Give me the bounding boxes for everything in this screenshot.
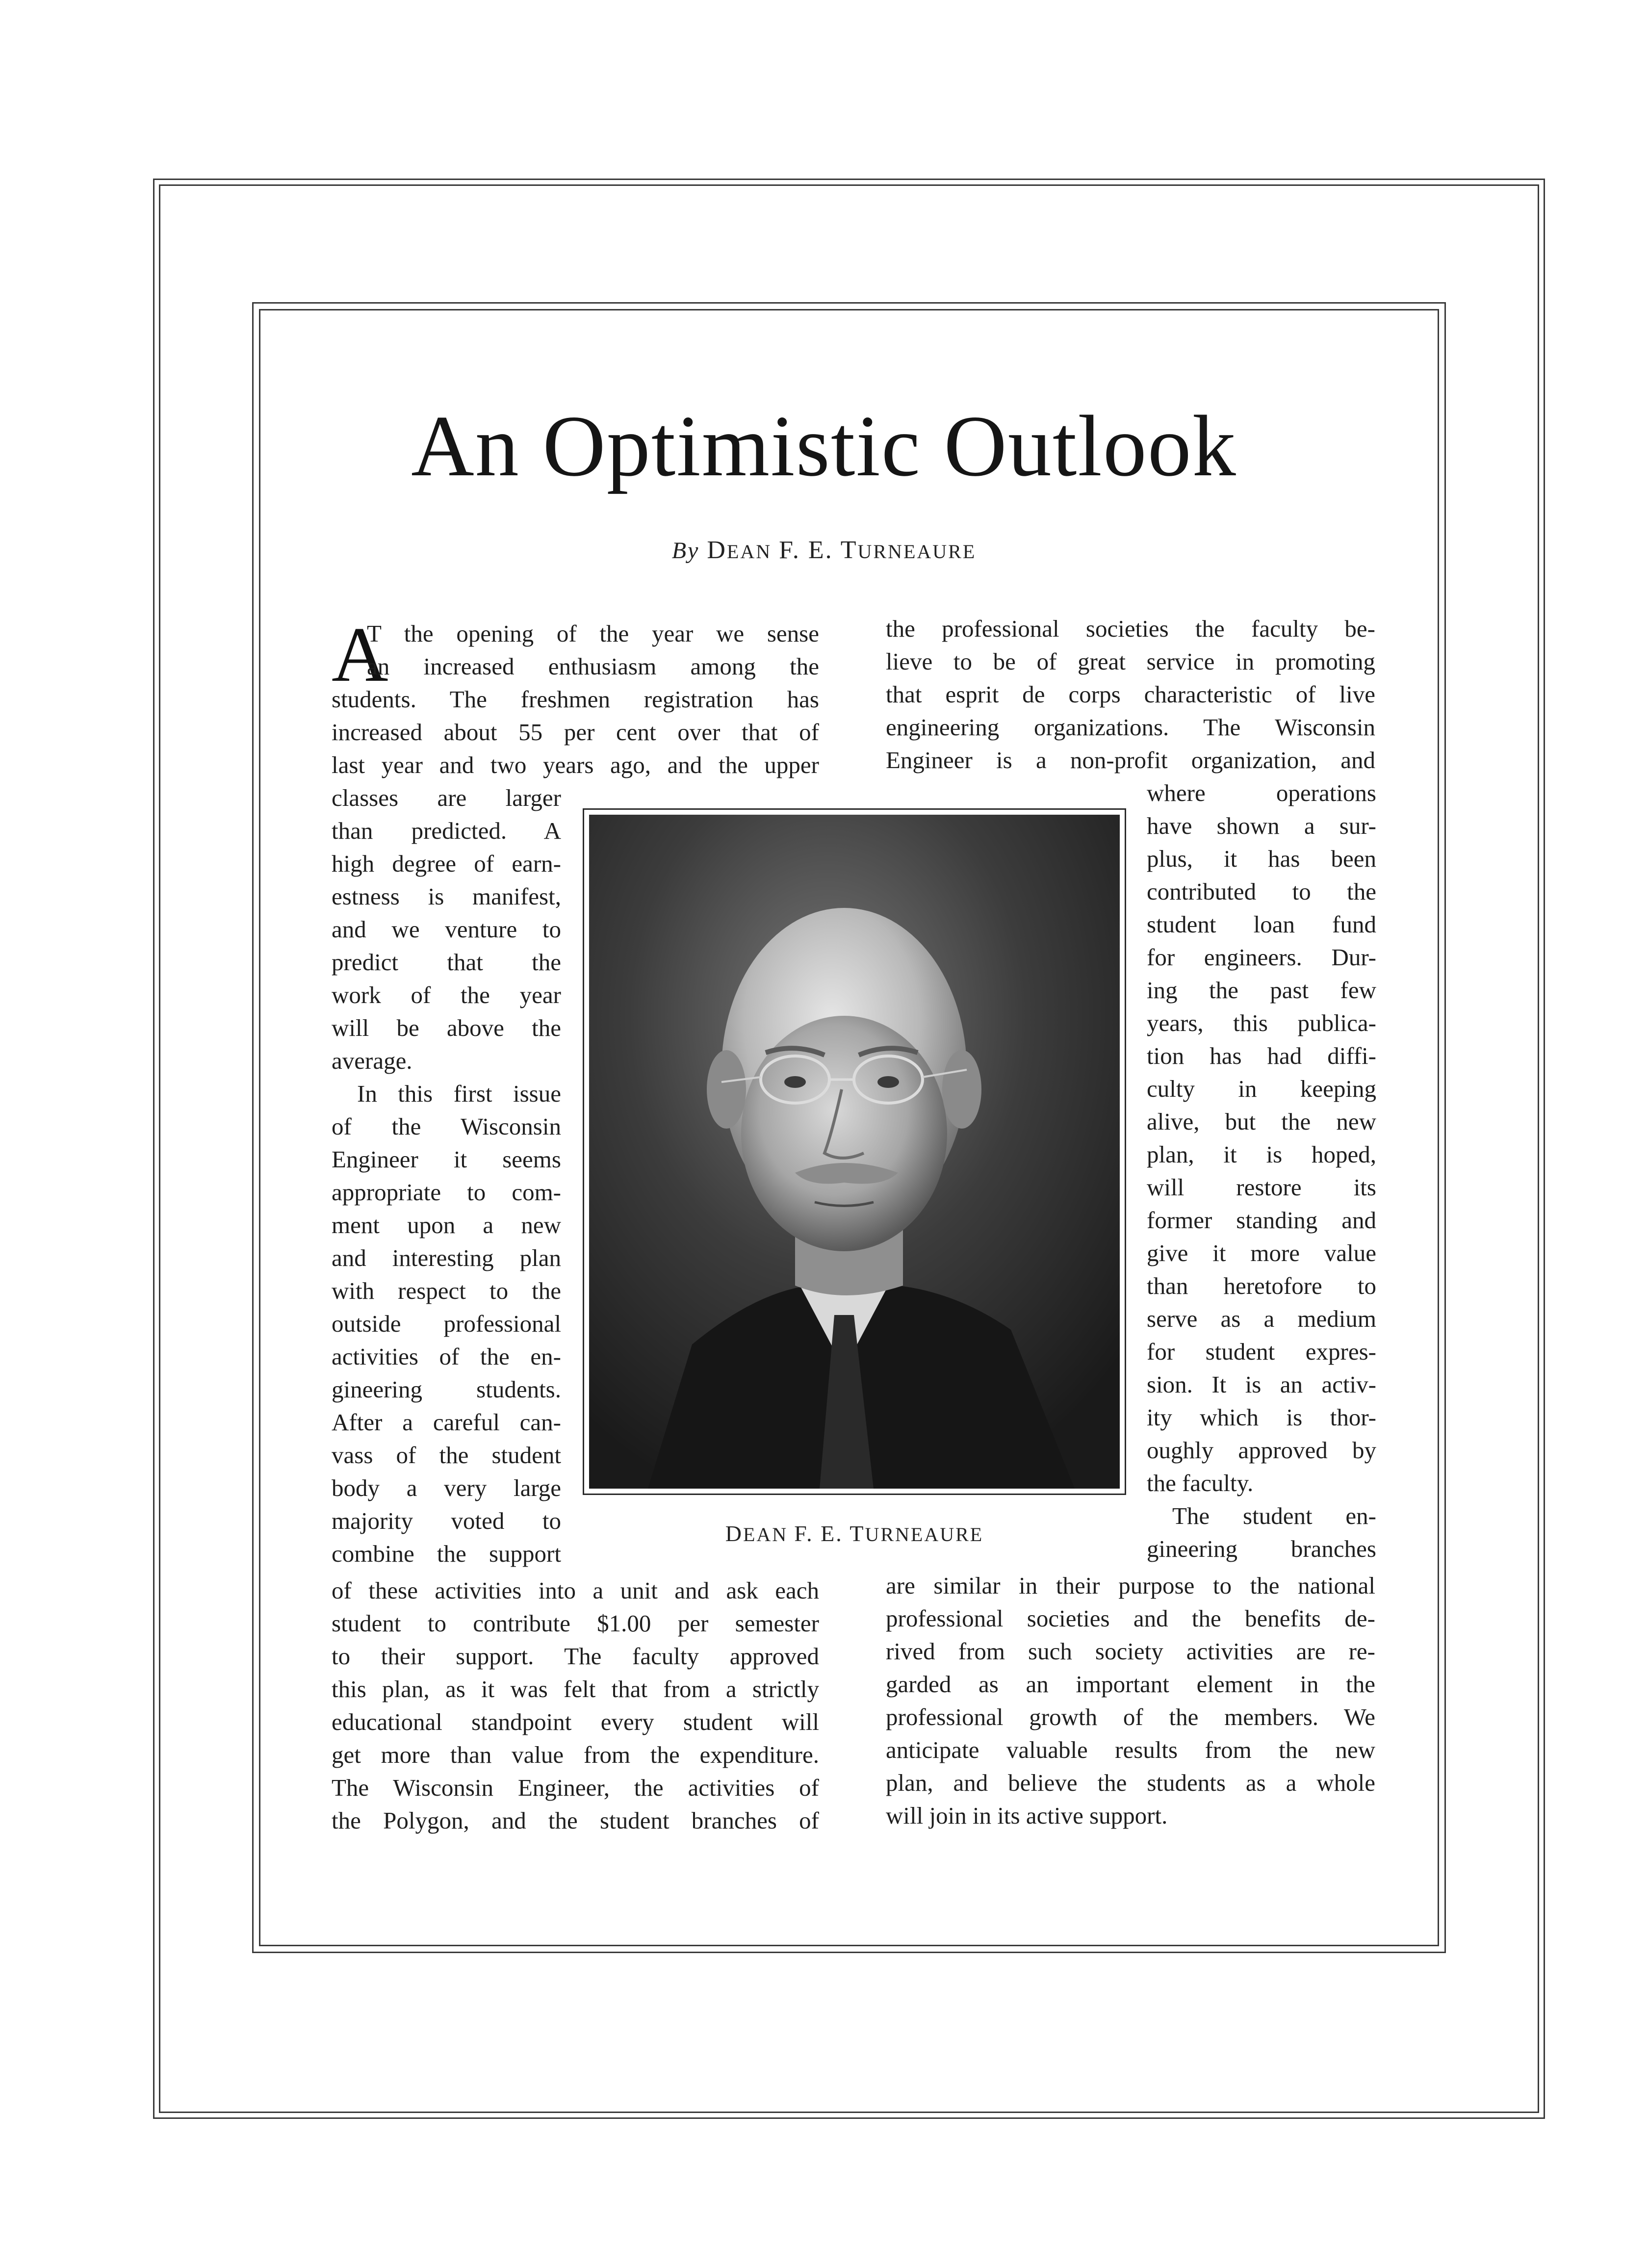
text-line: give it more value: [1147, 1239, 1376, 1266]
article-byline: [0, 536, 1648, 565]
text-line: majority voted to: [332, 1507, 561, 1534]
article-title: An Optimistic Outlook: [411, 397, 1237, 494]
text-line: the faculty.: [1147, 1469, 1254, 1496]
text-line: are similar in their purpose to the national: [886, 1572, 1375, 1599]
text-line: an increased enthusiasm among the: [367, 653, 819, 680]
portrait-illustration: [589, 815, 1120, 1489]
text-line: average.: [332, 1047, 412, 1074]
text-line: this plan, as it was felt that from a strictly: [332, 1675, 819, 1702]
text-line: to their support. The faculty approved: [332, 1643, 819, 1670]
text-line: student loan fund: [1147, 911, 1376, 938]
text-line: and interesting plan: [332, 1244, 561, 1271]
text-line: gineering students.: [332, 1376, 561, 1403]
text-line: the professional societies the faculty be-: [886, 615, 1375, 642]
text-line: work of the year: [332, 981, 561, 1008]
text-line: increased about 55 per cent over that of: [332, 719, 819, 746]
text-line: gineering branches: [1147, 1535, 1376, 1562]
text-line: years, this publica-: [1147, 1009, 1376, 1036]
text-line: ing the past few: [1147, 977, 1376, 1004]
text-line: students. The freshmen registration has: [332, 686, 819, 713]
text-line: vass of the student: [332, 1442, 561, 1469]
text-line: rived from such society activities are re-: [886, 1638, 1375, 1665]
text-line: Engineer is a non-profit organization, and: [886, 747, 1375, 773]
portrait-photo-frame: [583, 808, 1126, 1495]
text-line: appropriate to com-: [332, 1179, 561, 1206]
portrait-photo: [589, 815, 1120, 1489]
text-line: professional societies and the benefits de-: [886, 1605, 1375, 1632]
text-line: get more than value from the expenditure.: [332, 1741, 819, 1768]
text-line: culty in keeping: [1147, 1075, 1376, 1102]
right-column-bottom-text: [886, 1569, 1375, 1832]
text-line: than heretofore to: [1147, 1272, 1376, 1299]
text-line: predict that the: [332, 949, 561, 976]
text-line: tion has had diffi-: [1147, 1042, 1376, 1069]
text-line: activities of the en-: [332, 1343, 561, 1370]
text-line: with respect to the: [332, 1277, 561, 1304]
left-column-narrow-text: [332, 781, 561, 1570]
text-line: the Polygon, and the student branches of: [332, 1807, 819, 1834]
text-line: classes are larger: [332, 784, 561, 811]
byline-name: DEAN F. E. TURNEAURE: [707, 536, 977, 564]
text-line: of these activities into a unit and ask each: [332, 1577, 819, 1604]
text-line: plan, it is hoped,: [1147, 1141, 1376, 1168]
text-line: garded as an important element in the: [886, 1671, 1375, 1698]
left-column-bottom-text: [332, 1574, 819, 1837]
right-column-narrow-text: [1147, 776, 1376, 1565]
text-line: where operations: [1147, 779, 1376, 806]
text-line: high degree of earn-: [332, 850, 561, 877]
text-line: engineering organizations. The Wisconsin: [886, 714, 1375, 741]
text-line: T the opening of the year we sense: [367, 620, 819, 647]
text-line: contributed to the: [1147, 878, 1376, 905]
text-line: oughly approved by: [1147, 1437, 1376, 1464]
text-line: lieve to be of great service in promoting: [886, 648, 1375, 675]
text-line: The student en-: [1172, 1502, 1376, 1529]
text-line: outside professional: [332, 1310, 561, 1337]
text-line: for engineers. Dur-: [1147, 944, 1376, 971]
text-line: former standing and: [1147, 1207, 1376, 1234]
text-line: will restore its: [1147, 1174, 1376, 1201]
text-line: last year and two years ago, and the upper: [332, 751, 819, 778]
right-column-top-text: [886, 612, 1375, 776]
text-line: In this first issue: [357, 1080, 561, 1107]
text-line: for student expres-: [1147, 1338, 1376, 1365]
text-line: After a careful can-: [332, 1409, 561, 1436]
text-line: ment upon a new: [332, 1211, 561, 1238]
text-line: serve as a medium: [1147, 1305, 1376, 1332]
text-line: that esprit de corps characteristic of live: [886, 681, 1375, 708]
drop-cap-letter: A: [332, 611, 388, 698]
text-line: alive, but the new: [1147, 1108, 1376, 1135]
text-line: educational standpoint every student will: [332, 1708, 819, 1735]
text-line: of the Wisconsin: [332, 1113, 561, 1140]
byline-by: By: [671, 538, 700, 564]
text-line: student to contribute $1.00 per semester: [332, 1610, 819, 1637]
text-line: sion. It is an activ-: [1147, 1371, 1376, 1398]
text-line: Engineer it seems: [332, 1146, 561, 1173]
text-line: plus, it has been: [1147, 845, 1376, 872]
text-line: combine the support: [332, 1540, 561, 1567]
text-line: anticipate valuable results from the new: [886, 1736, 1375, 1763]
text-line: and we venture to: [332, 916, 561, 943]
text-line: have shown a sur-: [1147, 812, 1376, 839]
left-column-top-text: [332, 611, 819, 781]
text-line: will be above the: [332, 1014, 561, 1041]
text-line: than predicted. A: [332, 817, 561, 844]
photo-caption: DEAN F. E. TURNEAURE: [725, 1521, 984, 1546]
text-line: estness is manifest,: [332, 883, 561, 910]
text-line: professional growth of the members. We: [886, 1703, 1375, 1730]
text-line: plan, and believe the students as a whole: [886, 1769, 1375, 1796]
text-line: The Wisconsin Engineer, the activities of: [332, 1774, 819, 1801]
text-line: ity which is thor-: [1147, 1404, 1376, 1431]
text-line: body a very large: [332, 1474, 561, 1501]
text-line: will join in its active support.: [886, 1802, 1168, 1829]
